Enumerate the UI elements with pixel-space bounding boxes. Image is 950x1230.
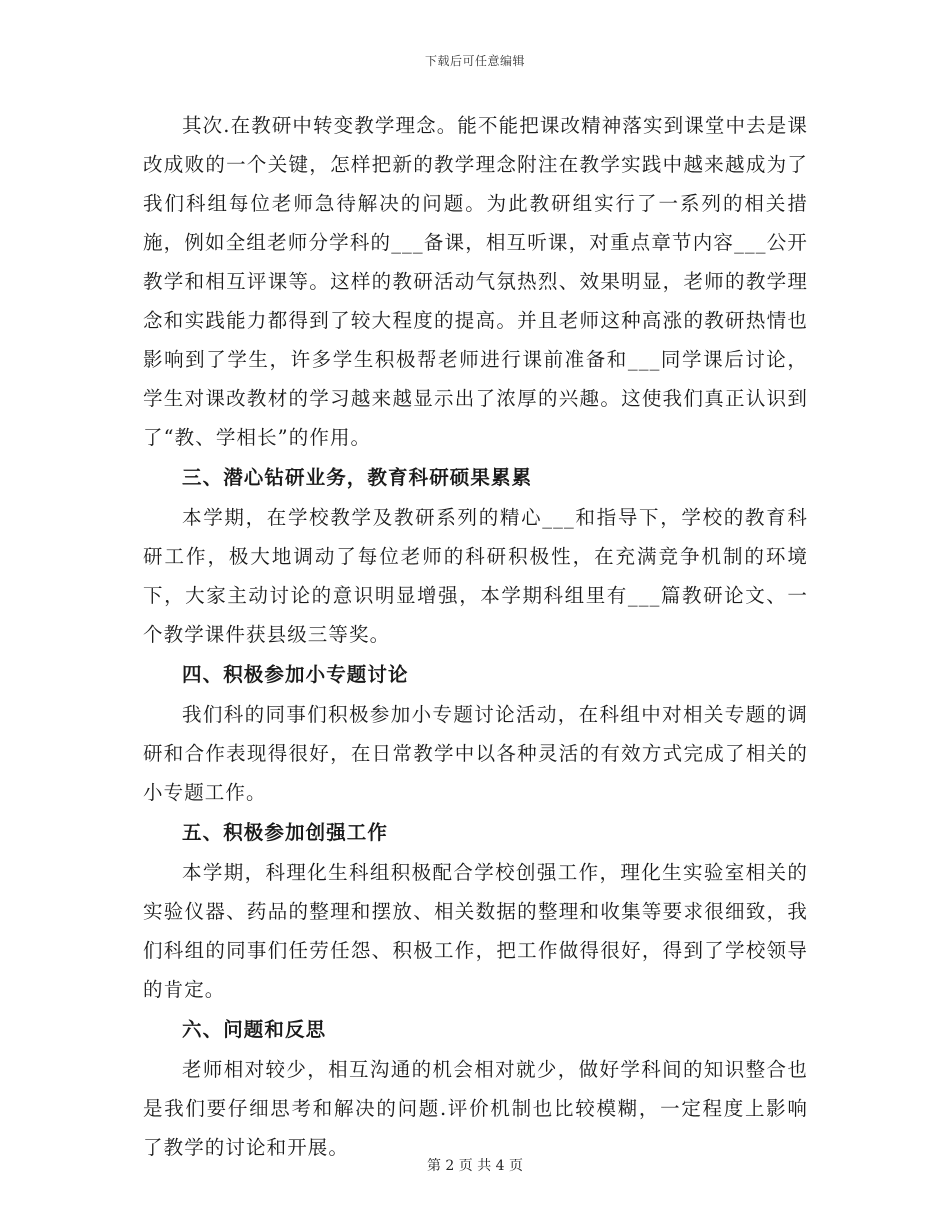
page-header: 下载后可任意编辑 <box>424 54 525 68</box>
paragraph-reflection: 老师相对较少，相互沟通的机会相对就少，做好学科间的知识整合也是我们要仔细思考和解决的问题.评价机制也比较模糊，一定程度上影响了教学的讨论和开展。 <box>143 1058 808 1159</box>
section-heading-research: 三、潜心钻研业务，教育科研硕果累累 <box>182 466 533 489</box>
page-number: 第 2 页 共 4 页 <box>426 1158 524 1174</box>
section-heading-strengthening: 五、积极参加创强工作 <box>182 821 389 844</box>
section-heading-topics: 四、积极参加小专题讨论 <box>182 663 409 686</box>
document-body <box>143 106 808 1167</box>
section-heading-reflection: 六、问题和反思 <box>182 1018 327 1041</box>
paragraph-strengthening: 本学期，科理化生科组积极配合学校创强工作，理化生实验室相关的实验仪器、药品的整理和摆放、相关数据的整理和收集等要求很细致，我们科组的同事们任劳任怨、积极工作，把工作做得很好，得到了学校领导的肯定。 <box>143 861 808 1001</box>
paragraph-research: 本学期，在学校教学及教研系列的精心___和指导下，学校的教育科研工作，极大地调动了每位老师的科研积极性，在充满竞争机制的环境下，大家主动讨论的意识明显增强，本学期科组里有___篇教研论文、一个教学课件获县级三等奖。 <box>143 506 808 646</box>
paragraph-teaching-philosophy: 其次.在教研中转变教学理念。能不能把课改精神落实到课堂中去是课改成败的一个关键，怎样把新的教学理念附注在教学实践中越来越成为了我们科组每位老师急待解决的问题。为此教研组实行了一系列的相关措施，例如全组老师分学科的___备课，相互听课，对重点章节内容___公开教学和相互评课等。这样的教研活动气氛热烈、效果明显，老师的教学理念和实践能力都得到了较大程度的提高。并且老师这种高涨的教研热情也影响到了学生，许多学生积极帮老师进行课前准备和___同学课后讨论，学生对课改教材的学习越来越显示出了浓厚的兴趣。这使我们真正认识到了“教、学相长”的作用。 <box>143 114 808 449</box>
paragraph-topics: 我们科的同事们积极参加小专题讨论活动，在科组中对相关专题的调研和合作表现得很好，在日常教学中以各种灵活的有效方式完成了相关的小专题工作。 <box>143 703 808 804</box>
